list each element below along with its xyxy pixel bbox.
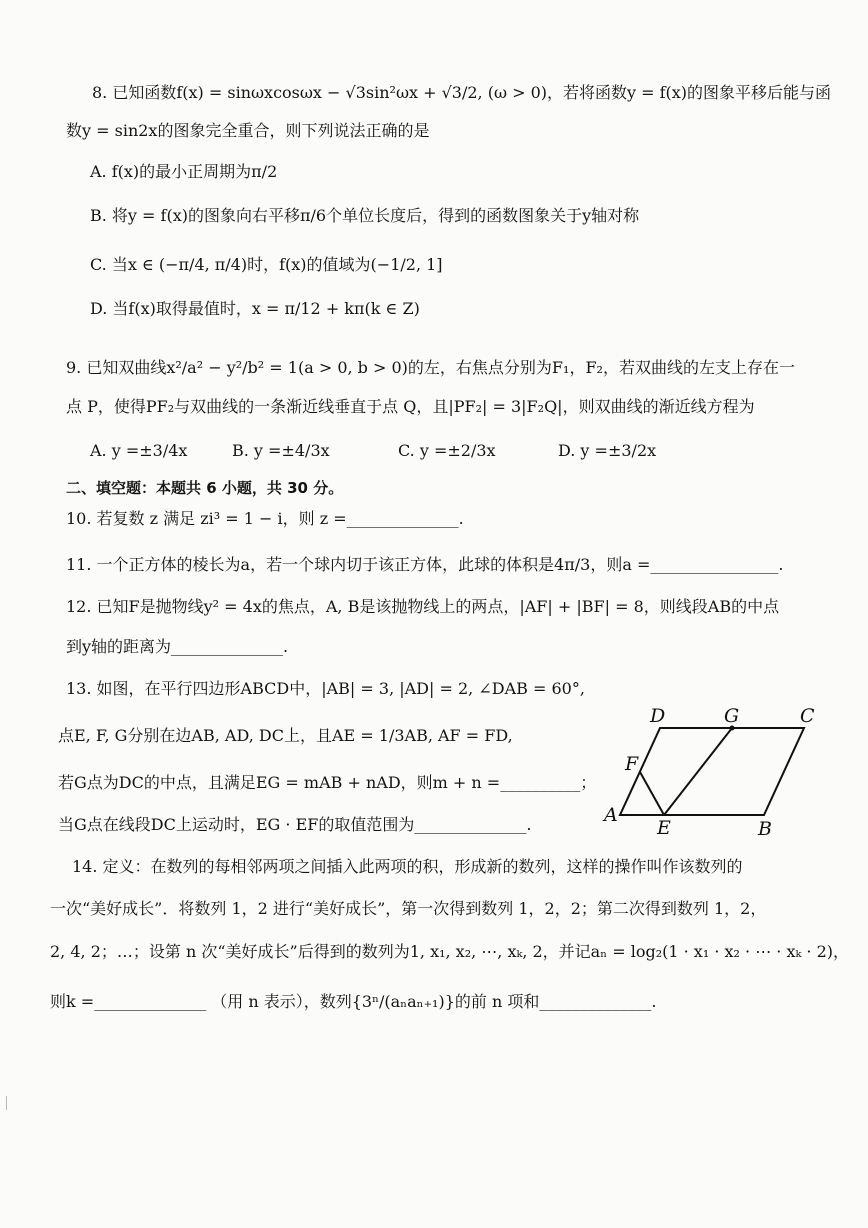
q13-line3: 若G点为DC的中点，且满足EG = mAB + nAD，则m + n =__________； xyxy=(58,773,597,792)
q11-line: 11. 一个正方体的棱长为a，若一个球内切于该正方体，此球的体积是4π/3，则a =________________. xyxy=(66,555,784,574)
q8-option-d: D. 当f(x)取得最值时，x = π/12 + kπ(k ∈ Z) xyxy=(90,299,420,318)
q12-line1: 12. 已知F是抛物线y² = 4x的焦点，A, B是该抛物线上的两点，|AF| + |BF| = 8，则线段AB的中点 xyxy=(66,597,780,616)
q13-line1: 13. 如图，在平行四边形ABCD中，|AB| = 3, |AD| = 2, ∠DAB = 60°, xyxy=(66,679,585,698)
label-g: G xyxy=(724,705,740,727)
label-c: C xyxy=(800,705,815,727)
q9-line2: 点 P，使得PF₂与双曲线的一条渐近线垂直于点 Q，且|PF₂| = 3|F₂Q|，则双曲线的渐近线方程为 xyxy=(66,397,755,416)
q9-option-b: B. y =±4/3x xyxy=(232,441,330,460)
q10-line: 10. 若复数 z 满足 zi³ = 1 − i，则 z =______________. xyxy=(66,509,464,528)
q8-option-a: A. f(x)的最小正周期为π/2 xyxy=(90,162,278,181)
label-a: A xyxy=(604,804,618,826)
label-b: B xyxy=(758,818,772,840)
label-e: E xyxy=(657,817,671,839)
q9-line1: 9. 已知双曲线x²/a² − y²/b² = 1(a > 0, b > 0)的左，右焦点分别为F₁，F₂，若双曲线的左支上存在一 xyxy=(66,358,795,377)
q8-line1: 8. 已知函数f(x) = sinωxcosωx − √3sin²ωx + √3/2, (ω > 0)，若将函数y = f(x)的图象平移后能与函 xyxy=(92,83,832,102)
q14-line4: 则k =______________ （用 n 表示），数列{3ⁿ/(aₙaₙ₊₁)}的前 n 项和______________. xyxy=(50,992,657,1011)
margin-mark xyxy=(6,1096,7,1110)
label-f: F xyxy=(625,753,639,775)
q9-option-a: A. y =±3/4x xyxy=(90,441,188,460)
q14-line1: 14. 定义：在数列的每相邻两项之间插入此两项的积，形成新的数列，这样的操作叫作该数列的 xyxy=(72,857,743,876)
segment-fe xyxy=(640,772,664,815)
parallelogram-figure xyxy=(600,700,832,840)
q12-line2: 到y轴的距离为______________. xyxy=(66,637,289,656)
q14-line2: 一次“美好成长”．将数列 1，2 进行“美好成长”，第一次得到数列 1，2，2；第二次得到数列 1，2， xyxy=(50,899,767,918)
q9-option-d: D. y =±3/2x xyxy=(558,441,657,460)
parallelogram-abcd xyxy=(620,728,804,815)
q9-option-c: C. y =±2/3x xyxy=(398,441,496,460)
q8-line2: 数y = sin2x的图象完全重合，则下列说法正确的是 xyxy=(66,121,430,140)
q8-option-b: B. 将y = f(x)的图象向右平移π/6个单位长度后，得到的函数图象关于y轴对称 xyxy=(90,206,640,225)
q13-line2: 点E, F, G分别在边AB, AD, DC上，且AE = 1/3AB, AF = FD, xyxy=(58,726,513,745)
q8-option-c: C. 当x ∈ (−π/4, π/4)时，f(x)的值域为(−1/2, 1] xyxy=(90,255,443,274)
q13-line4: 当G点在线段DC上运动时，EG · EF的取值范围为______________. xyxy=(58,815,532,834)
label-d: D xyxy=(650,705,666,727)
q14-line3: 2, 4, 2；…；设第 n 次“美好成长”后得到的数列为1, x₁, x₂, ⋯, xₖ, 2，并记aₙ = log₂(1 · x₁ · x₂ · ⋯ · xₖ · 2)， xyxy=(50,942,849,961)
segment-eg xyxy=(664,728,732,815)
section-heading: 二、填空题：本题共 6 小题，共 30 分。 xyxy=(66,479,344,497)
